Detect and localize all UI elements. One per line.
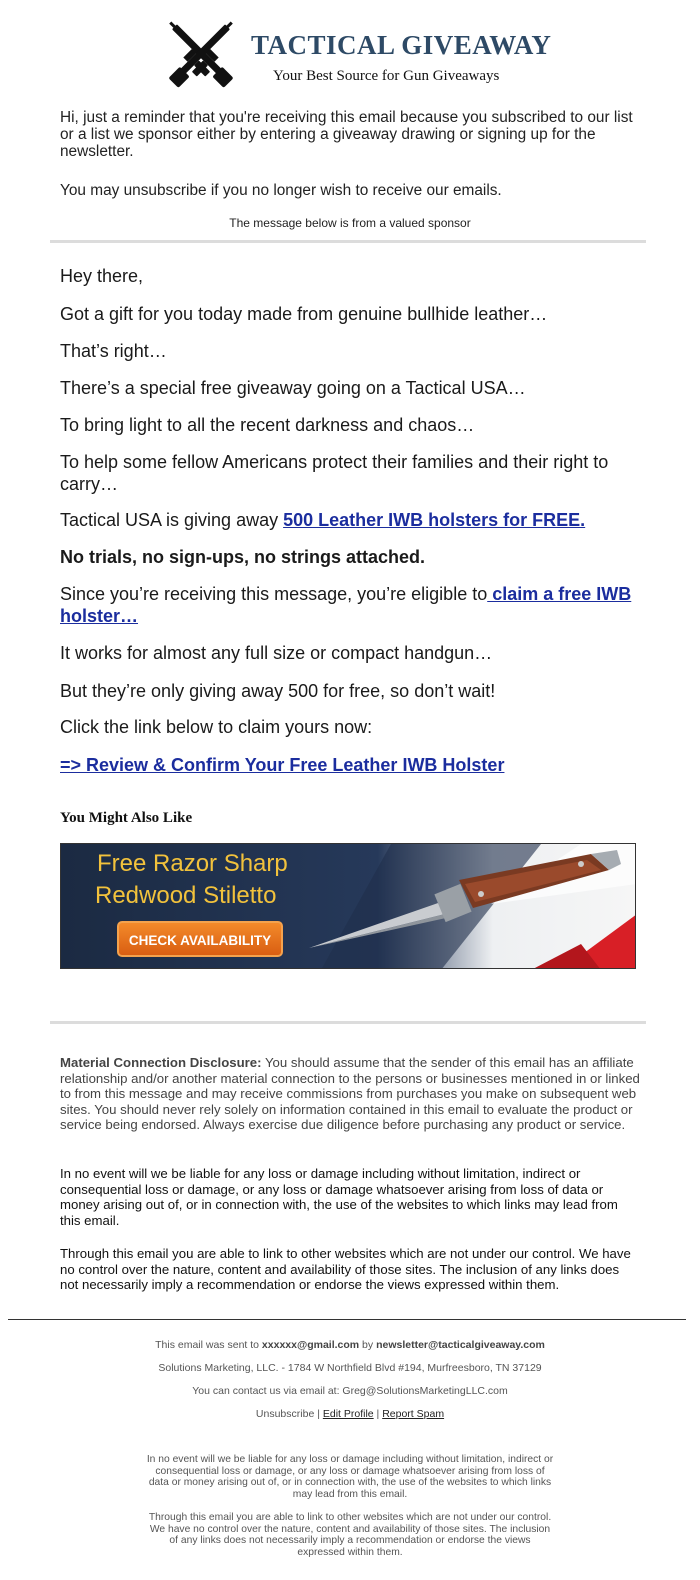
sent-prefix: This email was sent to xyxy=(155,1339,262,1351)
crossed-rifles-icon xyxy=(155,10,247,98)
external-links-disclaimer: Through this email you are able to link to other websites which are not under our control. We have no control over the nature, content and availability of those sites. The inclusion of any links does not necessarily imply a recommendation or endorse the views expressed within them. xyxy=(60,1246,631,1293)
message-line: But they’re only giving away 500 for free, so don’t wait! xyxy=(60,681,496,701)
unsubscribe-link[interactable]: Unsubscribe xyxy=(255,1408,315,1420)
banner-headline-1: Free Razor Sharp xyxy=(97,850,288,877)
recipient-email: xxxxxx@gmail.com xyxy=(261,1339,360,1351)
sender-email: newsletter@tacticalgiveaway.com xyxy=(376,1339,545,1351)
also-like-heading: You Might Also Like xyxy=(60,810,193,826)
claim-holster-link[interactable]: claim a free IWB holster… xyxy=(60,584,632,626)
disclosure-label: Material Connection Disclosure: xyxy=(60,1055,262,1070)
footer-links xyxy=(0,1408,700,1420)
footer-divider xyxy=(8,1319,686,1320)
section-divider xyxy=(50,240,646,243)
section-divider xyxy=(50,1021,646,1024)
sponsor-note: The message below is from a valued sponsor xyxy=(229,216,471,230)
report-spam-link[interactable]: Report Spam xyxy=(382,1408,445,1420)
tactical-giveaway-logo[interactable] xyxy=(155,10,555,98)
message-line: Click the link below to claim yours now: xyxy=(60,717,373,737)
greeting: Hey there, xyxy=(60,266,144,286)
footer-links-disclaimer: Through this email you are able to link to other websites which are not under our control. We have no control over the nature, content and availability of those sites. The inclusion of any links does not necessarily imply a recommendation or endorse the views expressed within them. xyxy=(148,1512,552,1559)
check-availability-button[interactable]: CHECK AVAILABILITY xyxy=(117,921,283,957)
logo-subtitle: Your Best Source for Gun Giveaways xyxy=(273,68,500,84)
message-line-giveaway xyxy=(60,509,640,531)
sent-to-line xyxy=(0,1339,700,1351)
subscription-reminder: Hi, just a reminder that you're receiving this email because you subscribed to our list or a list we sponsor either by entering a giveaway drawing or signing up for the newsletter. xyxy=(60,109,633,160)
message-line: There’s a special free giveaway going on a Tactical USA… xyxy=(60,378,526,398)
material-connection-disclosure xyxy=(60,1055,640,1133)
message-line: That’s right… xyxy=(60,341,167,361)
footer-liability: In no event will we be liable for any loss or damage including without limitation, indirect or consequential loss or damage, or any loss or damage whatsoever arising from loss of data or money arising out of, or in connection with, the use of the websites to which links may lead from this email. xyxy=(146,1454,554,1501)
cta-line xyxy=(60,754,640,776)
company-address: Solutions Marketing, LLC. - 1784 W Northfield Blvd #194, Murfreesboro, TN 37129 xyxy=(158,1362,542,1374)
unsubscribe-note: You may unsubscribe if you no longer wish to receive our emails. xyxy=(60,182,502,199)
giveaway-text: Tactical USA is giving away xyxy=(60,510,284,530)
message-line-claim xyxy=(60,583,640,627)
no-strings-line: No trials, no sign-ups, no strings attached. xyxy=(60,547,426,567)
disclosure-text: You should assume that the sender of this email has an affiliate relationship and/or another material connection to the persons or businesses mentioned in or linked to from this message and may receive commissions from purchases you make on subsequent web sites. You should never rely solely on information contained in this email to evaluate the product or service being endorsed. Always exercise due diligence before purchasing any product or service. xyxy=(60,1055,640,1133)
logo-title: TACTICAL GIVEAWAY xyxy=(251,30,552,60)
review-confirm-link[interactable]: => Review & Confirm Your Free Leather IWB Holster xyxy=(60,755,505,775)
edit-profile-link[interactable]: Edit Profile xyxy=(322,1408,374,1420)
eligible-text: Since you’re receiving this message, you’re eligible to xyxy=(60,584,488,604)
footer-separator: | xyxy=(373,1408,383,1420)
message-line: To bring light to all the recent darkness and chaos… xyxy=(60,415,475,435)
message-line: Got a gift for you today made from genuine bullhide leather… xyxy=(60,304,548,324)
message-line: It works for almost any full size or compact handgun… xyxy=(60,643,493,663)
contact-line: You can contact us via email at: Greg@SolutionsMarketingLLC.com xyxy=(192,1385,508,1397)
sent-by: by xyxy=(359,1339,377,1351)
stiletto-ad-banner[interactable] xyxy=(60,843,636,969)
liability-disclaimer: In no event will we be liable for any loss or damage including without limitation, indirect or consequential loss or damage, or any loss or damage whatsoever arising from loss of data or money arising out of, or in connection with, the use of the websites to which links may lead from this email. xyxy=(60,1166,618,1228)
message-line: To help some fellow Americans protect their families and their right to carry… xyxy=(60,452,609,494)
footer-separator: | xyxy=(314,1408,323,1420)
banner-headline-2: Redwood Stiletto xyxy=(95,882,277,909)
holsters-free-link[interactable]: 500 Leather IWB holsters for FREE. xyxy=(283,510,586,530)
